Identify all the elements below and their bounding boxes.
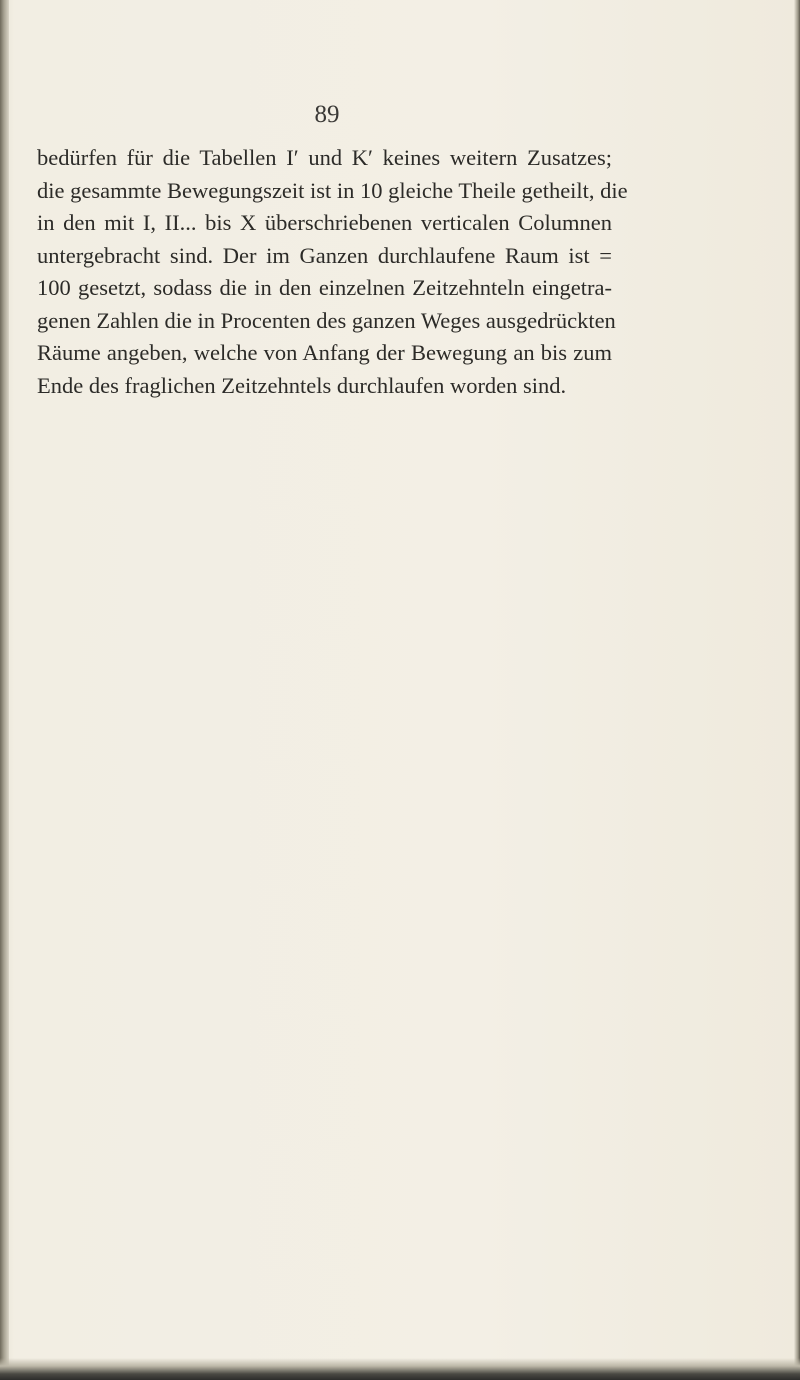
page-edge-bottom bbox=[0, 1358, 800, 1380]
page-edge-right bbox=[794, 0, 800, 1380]
text-line: Räume angeben, welche von Anfang der Bewegung an bis zum bbox=[37, 340, 612, 365]
text-line: Ende des fraglichen Zeitzehntels durchlaufen worden sind. bbox=[37, 372, 567, 398]
text-line: untergebracht sind. Der im Ganzen durchlaufene Raum ist = bbox=[37, 242, 612, 268]
text-line: genen Zahlen die in Procenten des ganzen Weges ausgedrückten bbox=[37, 307, 616, 333]
text-line: in den mit I, II... bis X überschriebenen verticalen Columnen bbox=[37, 210, 612, 235]
binding-shadow bbox=[0, 0, 9, 1380]
page-number: 89 bbox=[314, 101, 340, 128]
body-paragraph bbox=[37, 142, 628, 402]
text-line: 100 gesetzt, sodass die in den einzelnen Zeitzehnteln eingetra- bbox=[37, 275, 612, 300]
text-line: bedürfen für die Tabellen I′ und K′ keines weitern Zusatzes; bbox=[37, 145, 612, 170]
text-line: die gesammte Bewegungszeit ist in 10 gleiche Theile getheilt, die bbox=[37, 177, 628, 203]
